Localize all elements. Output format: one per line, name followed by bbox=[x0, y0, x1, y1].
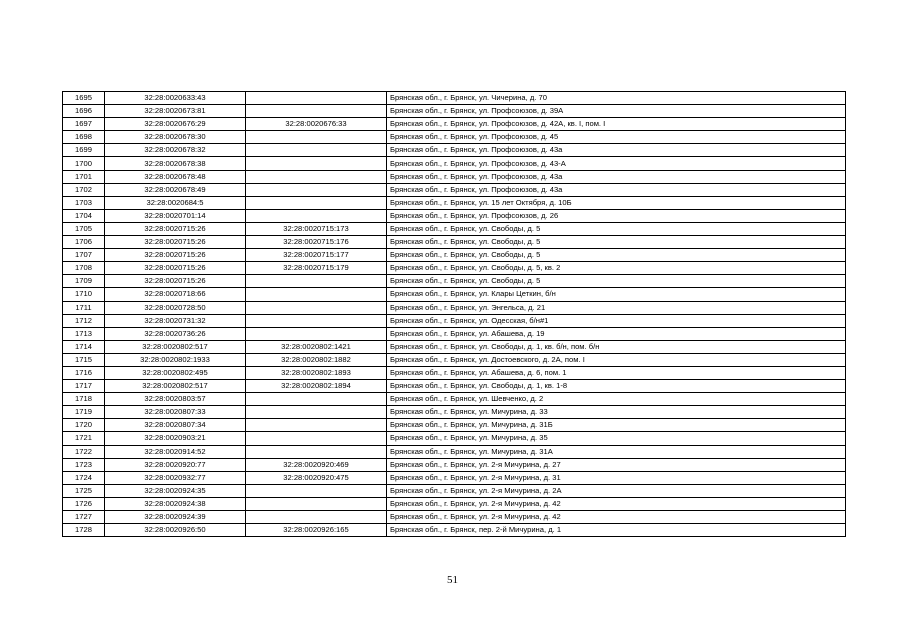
table-row bbox=[63, 353, 846, 366]
address-cell: Брянская обл., г. Брянск, ул. Профсоюзов, д. 43а bbox=[387, 144, 846, 157]
row-number-cell: 1697 bbox=[63, 118, 105, 131]
related-cadastral-number-cell bbox=[246, 275, 387, 288]
related-cadastral-number-cell bbox=[246, 406, 387, 419]
table-row bbox=[63, 406, 846, 419]
address-cell: Брянская обл., г. Брянск, ул. Энгельса, д. 21 bbox=[387, 301, 846, 314]
row-number-cell: 1696 bbox=[63, 105, 105, 118]
row-number-cell: 1728 bbox=[63, 524, 105, 537]
address-cell: Брянская обл., г. Брянск, ул. Профсоюзов, д. 26 bbox=[387, 209, 846, 222]
related-cadastral-number-cell bbox=[246, 144, 387, 157]
related-cadastral-number-cell bbox=[246, 419, 387, 432]
address-cell: Брянская обл., г. Брянск, ул. Свободы, д. 5 bbox=[387, 275, 846, 288]
cadastral-number-cell: 32:28:0020802:517 bbox=[105, 380, 246, 393]
table-row bbox=[63, 131, 846, 144]
related-cadastral-number-cell: 32:28:0020715:179 bbox=[246, 262, 387, 275]
table-row bbox=[63, 144, 846, 157]
address-cell: Брянская обл., г. Брянск, ул. Свободы, д. 1, кв. 1-8 bbox=[387, 380, 846, 393]
row-number-cell: 1709 bbox=[63, 275, 105, 288]
table-row bbox=[63, 458, 846, 471]
address-cell: Брянская обл., г. Брянск, ул. Абашева, д. 6, пом. 1 bbox=[387, 366, 846, 379]
row-number-cell: 1717 bbox=[63, 380, 105, 393]
address-cell: Брянская обл., г. Брянск, ул. Клары Цеткин, б/н bbox=[387, 288, 846, 301]
address-cell: Брянская обл., г. Брянск, ул. 2-я Мичурина, д. 42 bbox=[387, 511, 846, 524]
related-cadastral-number-cell: 32:28:0020715:176 bbox=[246, 236, 387, 249]
address-cell: Брянская обл., г. Брянск, ул. Профсоюзов, д. 42А, кв. I, пом. I bbox=[387, 118, 846, 131]
cadastral-number-cell: 32:28:0020715:26 bbox=[105, 275, 246, 288]
table-row bbox=[63, 118, 846, 131]
address-cell: Брянская обл., г. Брянск, ул. 2-я Мичурина, д. 42 bbox=[387, 497, 846, 510]
row-number-cell: 1714 bbox=[63, 340, 105, 353]
address-cell: Брянская обл., г. Брянск, ул. Свободы, д. 1, кв. б/н, пом. б/н bbox=[387, 340, 846, 353]
table-row bbox=[63, 249, 846, 262]
cadastral-number-cell: 32:28:0020802:517 bbox=[105, 340, 246, 353]
cadastral-number-cell: 32:28:0020920:77 bbox=[105, 458, 246, 471]
cadastral-number-cell: 32:28:0020926:50 bbox=[105, 524, 246, 537]
related-cadastral-number-cell bbox=[246, 445, 387, 458]
table-row bbox=[63, 327, 846, 340]
address-cell: Брянская обл., г. Брянск, ул. 2-я Мичурина, д. 31 bbox=[387, 471, 846, 484]
cadastral-number-cell: 32:28:0020701:14 bbox=[105, 209, 246, 222]
address-cell: Брянская обл., г. Брянск, ул. Мичурина, д. 31А bbox=[387, 445, 846, 458]
related-cadastral-number-cell bbox=[246, 432, 387, 445]
cadastral-number-cell: 32:28:0020807:34 bbox=[105, 419, 246, 432]
address-cell: Брянская обл., г. Брянск, ул. Профсоюзов, д. 39А bbox=[387, 105, 846, 118]
related-cadastral-number-cell: 32:28:0020802:1894 bbox=[246, 380, 387, 393]
address-cell: Брянская обл., г. Брянск, ул. Профсоюзов, д. 43а bbox=[387, 170, 846, 183]
address-cell: Брянская обл., г. Брянск, ул. 2-я Мичурина, д. 2А bbox=[387, 484, 846, 497]
row-number-cell: 1706 bbox=[63, 236, 105, 249]
row-number-cell: 1718 bbox=[63, 393, 105, 406]
table-row bbox=[63, 419, 846, 432]
page-number: 51 bbox=[447, 574, 458, 586]
table-row bbox=[63, 393, 846, 406]
cadastral-number-cell: 32:28:0020715:26 bbox=[105, 249, 246, 262]
cadastral-number-cell: 32:28:0020924:39 bbox=[105, 511, 246, 524]
address-cell: Брянская обл., г. Брянск, ул. Мичурина, д. 31Б bbox=[387, 419, 846, 432]
address-cell: Брянская обл., г. Брянск, ул. Одесская, б/н#1 bbox=[387, 314, 846, 327]
related-cadastral-number-cell bbox=[246, 288, 387, 301]
cadastral-number-cell: 32:28:0020676:29 bbox=[105, 118, 246, 131]
cadastral-number-cell: 32:28:0020932:77 bbox=[105, 471, 246, 484]
cadastral-number-cell: 32:28:0020807:33 bbox=[105, 406, 246, 419]
table-row bbox=[63, 157, 846, 170]
address-cell: Брянская обл., г. Брянск, ул. Чичерина, д. 70 bbox=[387, 92, 846, 105]
address-cell: Брянская обл., г. Брянск, ул. Профсоюзов, д. 43-А bbox=[387, 157, 846, 170]
related-cadastral-number-cell bbox=[246, 170, 387, 183]
related-cadastral-number-cell: 32:28:0020920:469 bbox=[246, 458, 387, 471]
related-cadastral-number-cell bbox=[246, 183, 387, 196]
table-row bbox=[63, 222, 846, 235]
row-number-cell: 1707 bbox=[63, 249, 105, 262]
related-cadastral-number-cell bbox=[246, 92, 387, 105]
row-number-cell: 1726 bbox=[63, 497, 105, 510]
row-number-cell: 1722 bbox=[63, 445, 105, 458]
related-cadastral-number-cell bbox=[246, 327, 387, 340]
cadastral-number-cell: 32:28:0020715:26 bbox=[105, 262, 246, 275]
table-row bbox=[63, 196, 846, 209]
address-cell: Брянская обл., г. Брянск, ул. Достоевского, д. 2А, пом. I bbox=[387, 353, 846, 366]
table-row bbox=[63, 511, 846, 524]
row-number-cell: 1711 bbox=[63, 301, 105, 314]
row-number-cell: 1721 bbox=[63, 432, 105, 445]
address-cell: Брянская обл., г. Брянск, ул. Профсоюзов, д. 45 bbox=[387, 131, 846, 144]
cadastral-number-cell: 32:28:0020633:43 bbox=[105, 92, 246, 105]
cadastral-number-cell: 32:28:0020802:1933 bbox=[105, 353, 246, 366]
registry-table bbox=[62, 91, 846, 537]
row-number-cell: 1710 bbox=[63, 288, 105, 301]
row-number-cell: 1708 bbox=[63, 262, 105, 275]
related-cadastral-number-cell bbox=[246, 484, 387, 497]
row-number-cell: 1719 bbox=[63, 406, 105, 419]
table-row bbox=[63, 209, 846, 222]
related-cadastral-number-cell bbox=[246, 511, 387, 524]
row-number-cell: 1705 bbox=[63, 222, 105, 235]
row-number-cell: 1715 bbox=[63, 353, 105, 366]
table-row bbox=[63, 236, 846, 249]
address-cell: Брянская обл., г. Брянск, ул. Свободы, д. 5, кв. 2 bbox=[387, 262, 846, 275]
row-number-cell: 1727 bbox=[63, 511, 105, 524]
related-cadastral-number-cell: 32:28:0020920:475 bbox=[246, 471, 387, 484]
cadastral-number-cell: 32:28:0020802:495 bbox=[105, 366, 246, 379]
row-number-cell: 1712 bbox=[63, 314, 105, 327]
related-cadastral-number-cell bbox=[246, 196, 387, 209]
cadastral-number-cell: 32:28:0020736:26 bbox=[105, 327, 246, 340]
related-cadastral-number-cell bbox=[246, 131, 387, 144]
address-cell: Брянская обл., г. Брянск, ул. Свободы, д. 5 bbox=[387, 249, 846, 262]
row-number-cell: 1723 bbox=[63, 458, 105, 471]
related-cadastral-number-cell: 32:28:0020802:1893 bbox=[246, 366, 387, 379]
row-number-cell: 1713 bbox=[63, 327, 105, 340]
related-cadastral-number-cell bbox=[246, 209, 387, 222]
cadastral-number-cell: 32:28:0020673:81 bbox=[105, 105, 246, 118]
related-cadastral-number-cell bbox=[246, 497, 387, 510]
address-cell: Брянская обл., г. Брянск, ул. Шевченко, д. 2 bbox=[387, 393, 846, 406]
related-cadastral-number-cell bbox=[246, 157, 387, 170]
table-row bbox=[63, 105, 846, 118]
related-cadastral-number-cell bbox=[246, 314, 387, 327]
registry-table-body bbox=[63, 92, 846, 537]
table-row bbox=[63, 183, 846, 196]
cadastral-number-cell: 32:28:0020731:32 bbox=[105, 314, 246, 327]
address-cell: Брянская обл., г. Брянск, ул. Мичурина, д. 35 bbox=[387, 432, 846, 445]
row-number-cell: 1701 bbox=[63, 170, 105, 183]
table-row bbox=[63, 432, 846, 445]
related-cadastral-number-cell: 32:28:0020676:33 bbox=[246, 118, 387, 131]
address-cell: Брянская обл., г. Брянск, ул. 2-я Мичурина, д. 27 bbox=[387, 458, 846, 471]
cadastral-number-cell: 32:28:0020924:35 bbox=[105, 484, 246, 497]
address-cell: Брянская обл., г. Брянск, ул. Свободы, д. 5 bbox=[387, 236, 846, 249]
cadastral-number-cell: 32:28:0020715:26 bbox=[105, 222, 246, 235]
related-cadastral-number-cell: 32:28:0020802:1421 bbox=[246, 340, 387, 353]
cadastral-number-cell: 32:28:0020803:57 bbox=[105, 393, 246, 406]
row-number-cell: 1699 bbox=[63, 144, 105, 157]
cadastral-number-cell: 32:28:0020924:38 bbox=[105, 497, 246, 510]
row-number-cell: 1700 bbox=[63, 157, 105, 170]
row-number-cell: 1720 bbox=[63, 419, 105, 432]
address-cell: Брянская обл., г. Брянск, ул. Свободы, д. 5 bbox=[387, 222, 846, 235]
table-row bbox=[63, 288, 846, 301]
cadastral-number-cell: 32:28:0020903:21 bbox=[105, 432, 246, 445]
related-cadastral-number-cell bbox=[246, 301, 387, 314]
cadastral-number-cell: 32:28:0020684:5 bbox=[105, 196, 246, 209]
table-row bbox=[63, 262, 846, 275]
related-cadastral-number-cell: 32:28:0020926:165 bbox=[246, 524, 387, 537]
table-row bbox=[63, 92, 846, 105]
cadastral-number-cell: 32:28:0020678:38 bbox=[105, 157, 246, 170]
cadastral-number-cell: 32:28:0020678:48 bbox=[105, 170, 246, 183]
address-cell: Брянская обл., г. Брянск, ул. Мичурина, д. 33 bbox=[387, 406, 846, 419]
table-row bbox=[63, 340, 846, 353]
table-row bbox=[63, 170, 846, 183]
cadastral-number-cell: 32:28:0020728:50 bbox=[105, 301, 246, 314]
row-number-cell: 1703 bbox=[63, 196, 105, 209]
address-cell: Брянская обл., г. Брянск, ул. 15 лет Октября, д. 10Б bbox=[387, 196, 846, 209]
table-row bbox=[63, 366, 846, 379]
row-number-cell: 1695 bbox=[63, 92, 105, 105]
row-number-cell: 1704 bbox=[63, 209, 105, 222]
cadastral-number-cell: 32:28:0020914:52 bbox=[105, 445, 246, 458]
row-number-cell: 1725 bbox=[63, 484, 105, 497]
cadastral-number-cell: 32:28:0020678:30 bbox=[105, 131, 246, 144]
related-cadastral-number-cell bbox=[246, 105, 387, 118]
cadastral-number-cell: 32:28:0020718:66 bbox=[105, 288, 246, 301]
address-cell: Брянская обл., г. Брянск, пер. 2-й Мичурина, д. 1 bbox=[387, 524, 846, 537]
related-cadastral-number-cell: 32:28:0020715:177 bbox=[246, 249, 387, 262]
row-number-cell: 1702 bbox=[63, 183, 105, 196]
address-cell: Брянская обл., г. Брянск, ул. Профсоюзов, д. 43а bbox=[387, 183, 846, 196]
cadastral-number-cell: 32:28:0020678:32 bbox=[105, 144, 246, 157]
table-row bbox=[63, 471, 846, 484]
row-number-cell: 1698 bbox=[63, 131, 105, 144]
table-row bbox=[63, 275, 846, 288]
table-row bbox=[63, 314, 846, 327]
related-cadastral-number-cell: 32:28:0020715:173 bbox=[246, 222, 387, 235]
table-row bbox=[63, 301, 846, 314]
table-row bbox=[63, 380, 846, 393]
address-cell: Брянская обл., г. Брянск, ул. Абашева, д. 19 bbox=[387, 327, 846, 340]
table-row bbox=[63, 497, 846, 510]
table-row bbox=[63, 484, 846, 497]
row-number-cell: 1716 bbox=[63, 366, 105, 379]
related-cadastral-number-cell: 32:28:0020802:1882 bbox=[246, 353, 387, 366]
row-number-cell: 1724 bbox=[63, 471, 105, 484]
table-row bbox=[63, 445, 846, 458]
cadastral-number-cell: 32:28:0020678:49 bbox=[105, 183, 246, 196]
cadastral-number-cell: 32:28:0020715:26 bbox=[105, 236, 246, 249]
table-row bbox=[63, 524, 846, 537]
related-cadastral-number-cell bbox=[246, 393, 387, 406]
